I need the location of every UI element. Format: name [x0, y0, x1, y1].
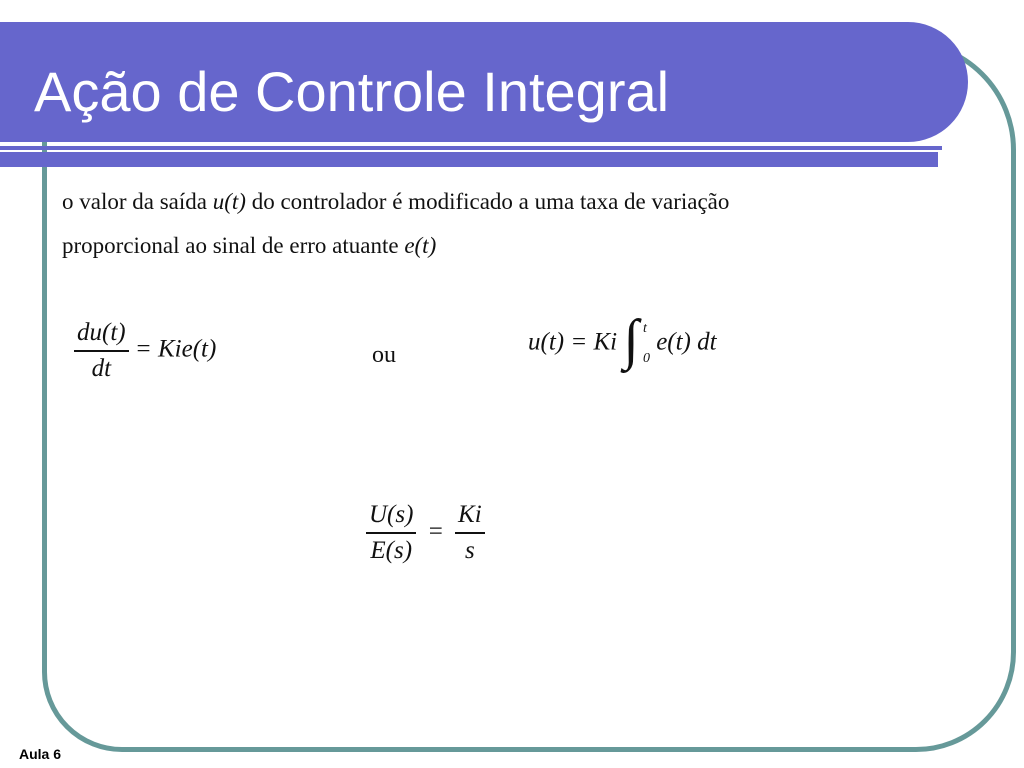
derivative-rhs: = Kie(t)	[134, 335, 217, 363]
title-band	[0, 152, 938, 167]
transfer-fraction-left	[366, 500, 416, 566]
derivative-denominator: dt	[91, 355, 112, 382]
transfer-numerator: U(s)	[366, 500, 416, 534]
equation-derivative	[74, 318, 216, 384]
integral-sign-icon: ∫	[623, 309, 639, 371]
integral-lhs: u(t) = Ki	[528, 328, 618, 356]
transfer-denominator: E(s)	[370, 537, 413, 564]
body-line-2-start: proporcional ao sinal de erro atuante	[62, 233, 399, 258]
gain-denominator: s	[464, 537, 475, 564]
slide-title: Ação de Controle Integral	[34, 60, 670, 123]
integral-limits	[643, 314, 650, 374]
transfer-equals: =	[428, 517, 443, 545]
derivative-fraction	[74, 318, 129, 384]
title-rule	[0, 146, 942, 150]
integral-lower-limit: 0	[642, 351, 650, 366]
body-line-1	[62, 180, 729, 224]
connector-text: ou	[372, 342, 396, 368]
output-variable: u(t)	[212, 189, 246, 214]
error-variable: e(t)	[404, 233, 437, 258]
equation-integral	[528, 309, 717, 376]
body-line-1-start: o valor da saída	[62, 189, 207, 214]
integral-upper-limit: t	[642, 321, 647, 336]
integral-integrand: e(t) dt	[656, 328, 717, 356]
transfer-function	[366, 500, 485, 566]
transfer-fraction-right	[455, 500, 485, 566]
gain-numerator: Ki	[455, 500, 485, 534]
footer-label: Aula 6	[19, 746, 62, 762]
derivative-numerator: du(t)	[74, 318, 129, 352]
title-bar	[0, 22, 968, 142]
body-line-1-end: do controlador é modificado a uma taxa de variação	[251, 189, 730, 214]
body-text	[62, 180, 729, 268]
body-line-2	[62, 224, 729, 268]
